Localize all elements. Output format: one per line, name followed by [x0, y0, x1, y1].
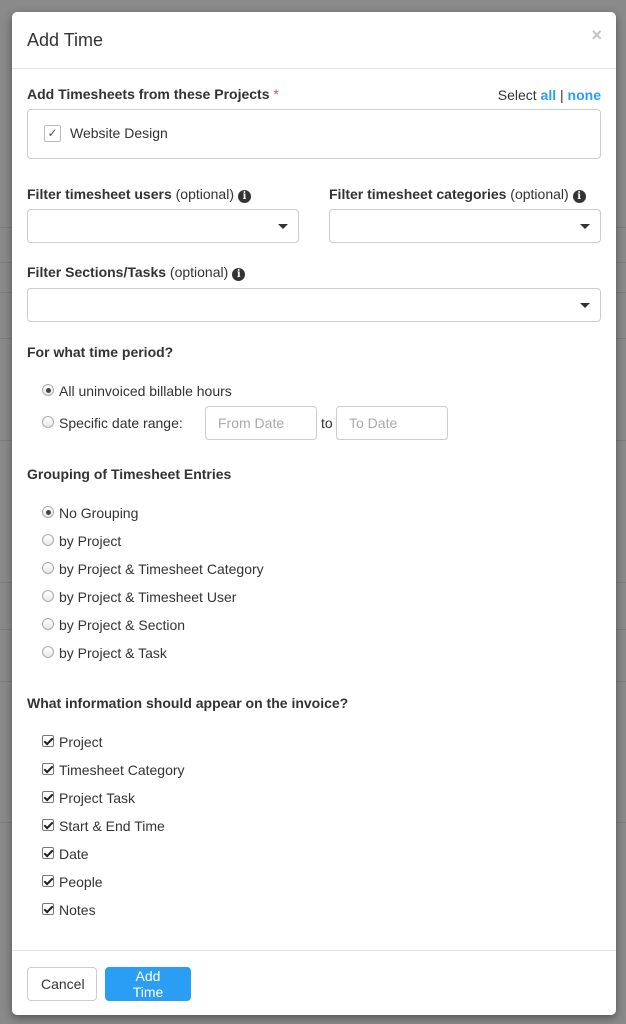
radio-grouping[interactable] — [42, 534, 54, 546]
add-time-button[interactable]: Add Time — [105, 967, 191, 1001]
radio-grouping[interactable] — [42, 562, 54, 574]
project-label: Website Design — [70, 125, 168, 141]
cancel-button[interactable]: Cancel — [27, 967, 97, 1001]
to-date-input[interactable] — [336, 406, 448, 440]
invoice-checkbox-label: Date — [59, 846, 89, 862]
radio-date-range[interactable] — [42, 416, 54, 428]
invoice-checkbox[interactable] — [42, 735, 54, 747]
modal-title: Add Time — [27, 30, 104, 50]
radio-all-uninvoiced-label: All uninvoiced billable hours — [59, 383, 232, 399]
invoice-checkbox[interactable] — [42, 875, 54, 887]
invoice-checkbox-label: Timesheet Category — [59, 762, 185, 778]
required-mark: * — [273, 86, 279, 102]
to-label: to — [321, 415, 333, 431]
close-icon[interactable]: × — [591, 25, 602, 45]
info-icon[interactable]: i — [232, 268, 245, 281]
radio-all-uninvoiced[interactable] — [42, 384, 54, 396]
invoice-checkbox[interactable] — [42, 791, 54, 803]
from-date-input[interactable] — [205, 406, 317, 440]
invoice-checkbox[interactable] — [42, 847, 54, 859]
radio-grouping[interactable] — [42, 590, 54, 602]
select-all-link[interactable]: all — [540, 87, 557, 103]
project-checkbox[interactable]: ✓ — [44, 125, 61, 142]
radio-date-range-label: Specific date range: — [59, 415, 183, 431]
radio-grouping-label: by Project & Task — [59, 645, 167, 661]
select-links: Select all | none — [497, 87, 601, 103]
invoice-checkbox-label: Start & End Time — [59, 818, 165, 834]
radio-grouping[interactable] — [42, 646, 54, 658]
invoice-checkbox[interactable] — [42, 763, 54, 775]
modal-header — [12, 12, 616, 69]
chevron-down-icon — [278, 224, 288, 229]
grouping-heading: Grouping of Timesheet Entries — [27, 466, 232, 482]
projects-label: Add Timesheets from these Projects * — [27, 86, 279, 102]
radio-grouping-label: by Project & Timesheet User — [59, 589, 237, 605]
invoice-checkbox-label: Notes — [59, 902, 96, 918]
select-none-link[interactable]: none — [567, 87, 601, 103]
time-period-heading: For what time period? — [27, 344, 174, 360]
projects-box — [27, 109, 601, 159]
invoice-checkbox[interactable] — [42, 903, 54, 915]
filter-sections-label: Filter Sections/Tasks (optional) i — [27, 264, 245, 281]
invoice-checkbox-label: Project Task — [59, 790, 135, 806]
chevron-down-icon — [580, 303, 590, 308]
modal-footer — [12, 950, 616, 1015]
radio-grouping-label: by Project & Section — [59, 617, 186, 633]
info-icon[interactable]: i — [238, 190, 251, 203]
categories-select[interactable] — [329, 209, 601, 243]
invoice-checkbox[interactable] — [42, 819, 54, 831]
sections-select[interactable] — [27, 288, 601, 322]
radio-grouping[interactable] — [42, 506, 54, 518]
info-icon[interactable]: i — [573, 190, 586, 203]
radio-grouping[interactable] — [42, 618, 54, 630]
radio-grouping-label: by Project & Timesheet Category — [59, 561, 264, 577]
radio-grouping-label: No Grouping — [59, 505, 139, 521]
radio-grouping-label: by Project — [59, 533, 122, 549]
invoice-checkbox-label: People — [59, 874, 103, 890]
chevron-down-icon — [580, 224, 590, 229]
add-time-modal — [12, 12, 616, 1015]
invoice-checkbox-label: Project — [59, 734, 103, 750]
filter-users-label: Filter timesheet users (optional) i — [27, 186, 251, 203]
users-select[interactable] — [27, 209, 299, 243]
filter-categories-label: Filter timesheet categories (optional) i — [329, 186, 586, 203]
invoice-info-heading: What information should appear on the invoice? — [27, 695, 349, 711]
